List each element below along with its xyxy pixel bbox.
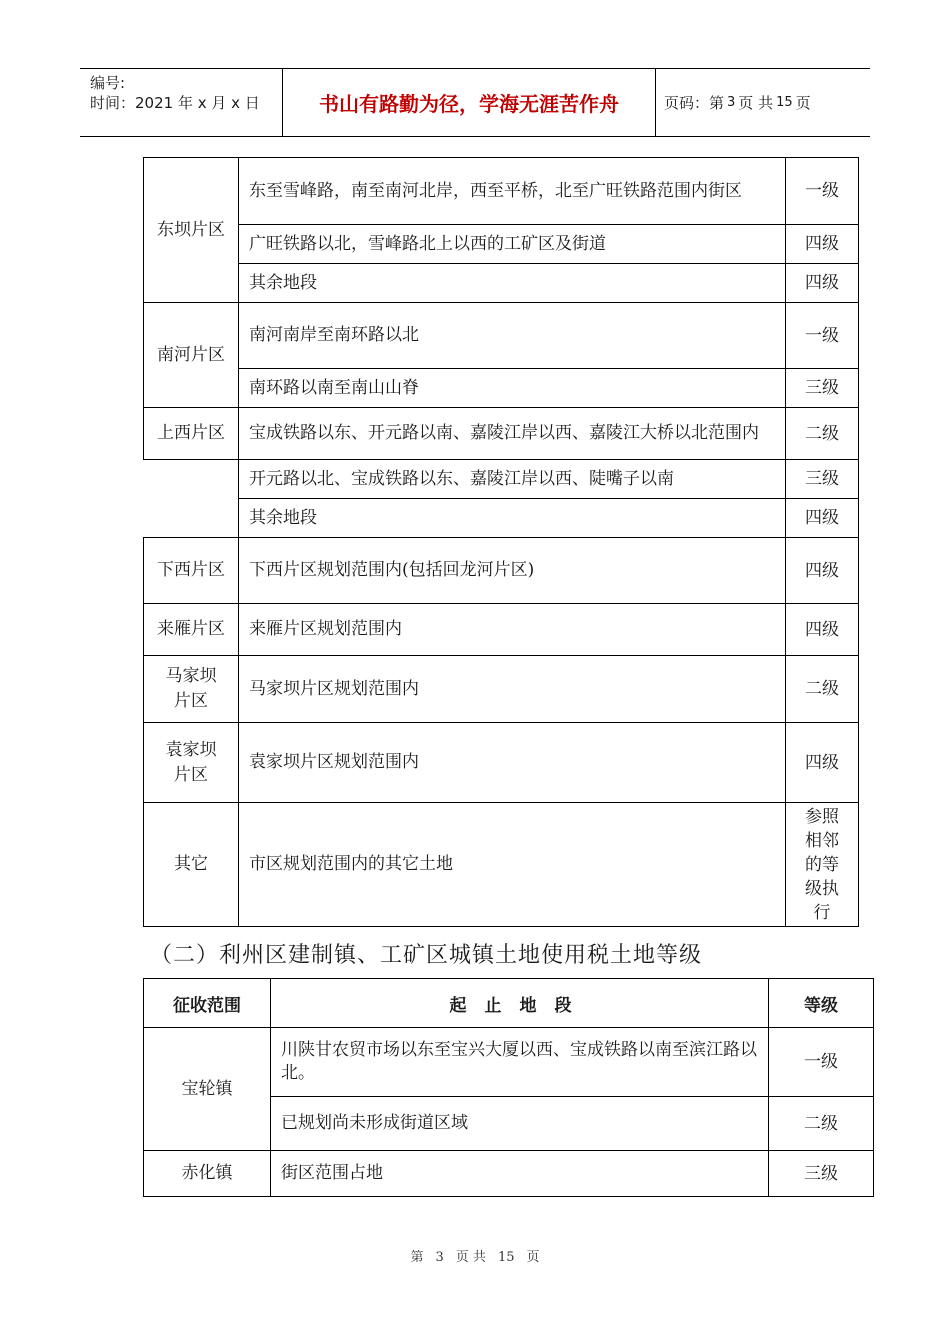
section-title: （二）利州区建制镇、工矿区城镇土地使用税土地等级	[150, 943, 703, 968]
range-cell: 市区规划范围内的其它土地	[239, 803, 786, 927]
area-cell: 东坝片区	[144, 158, 239, 303]
grade-cell: 四级	[786, 723, 859, 803]
header-page-current: 3	[727, 95, 736, 110]
area-cell: 下西片区	[144, 538, 239, 604]
document-number-label: 编号:	[90, 74, 126, 92]
range-cell: 马家坝片区规划范围内	[239, 656, 786, 723]
table-row	[144, 803, 859, 927]
table-row	[144, 538, 859, 604]
header-page-mid: 页 共	[738, 94, 774, 112]
table-row	[144, 303, 859, 369]
area-cell: 来雁片区	[144, 604, 239, 656]
table-row	[144, 225, 859, 264]
header-meta	[90, 73, 280, 113]
table-row	[144, 1151, 874, 1197]
range-cell: 来雁片区规划范围内	[239, 604, 786, 656]
table-row	[144, 723, 859, 803]
footer-mid: 页 共	[455, 1250, 486, 1265]
header-motto: 书山有路勤为径，学海无涯苦作舟	[282, 69, 656, 136]
range-cell: 东至雪峰路，南至南河北岸，西至平桥，北至广旺铁路范围内街区	[239, 158, 786, 225]
range-cell: 南环路以南至南山山脊	[239, 369, 786, 408]
footer-pre: 第	[410, 1250, 424, 1265]
grade-cell: 三级	[769, 1151, 874, 1197]
grade-cell: 四级	[786, 225, 859, 264]
land-grade-table-towns	[143, 978, 874, 1197]
grade-cell: 参照相邻的等级执行	[786, 803, 859, 927]
footer-post: 页	[526, 1250, 540, 1265]
grade-cell: 二级	[786, 408, 859, 460]
header-area: 征收范围	[144, 979, 271, 1028]
grade-cell: 四级	[786, 538, 859, 604]
footer-total: 15	[497, 1250, 515, 1265]
range-cell: 街区范围占地	[271, 1151, 769, 1197]
area-cell: 其它	[144, 803, 239, 927]
header-page-total: 15	[776, 95, 793, 110]
page-header	[80, 68, 870, 137]
range-cell: 已规划尚未形成街道区域	[271, 1097, 769, 1151]
table-row	[144, 499, 859, 538]
table-row	[144, 264, 859, 303]
grade-cell: 四级	[786, 499, 859, 538]
range-cell: 南河南岸至南环路以北	[239, 303, 786, 369]
header-page-post: 页	[795, 94, 811, 112]
grade-cell: 四级	[786, 604, 859, 656]
header-page-indicator	[664, 69, 870, 136]
grade-cell: 三级	[786, 460, 859, 499]
table-header-row	[144, 979, 874, 1028]
range-cell: 川陕甘农贸市场以东至宝兴大厦以西、宝成铁路以南至滨江路以北。	[271, 1028, 769, 1097]
area-cell-empty	[144, 460, 239, 538]
area-cell: 赤化镇	[144, 1151, 271, 1197]
grade-cell: 二级	[769, 1097, 874, 1151]
table-row	[144, 408, 859, 460]
grade-cell: 一级	[769, 1028, 874, 1097]
area-cell: 上西片区	[144, 408, 239, 460]
land-grade-table-city	[143, 157, 859, 927]
range-cell: 广旺铁路以北，雪峰路北上以西的工矿区及街道	[239, 225, 786, 264]
header-range: 起止地段	[271, 979, 769, 1028]
grade-cell: 二级	[786, 656, 859, 723]
range-cell: 其余地段	[239, 499, 786, 538]
page-footer	[0, 1246, 950, 1265]
range-cell: 宝成铁路以东、开元路以南、嘉陵江岸以西、嘉陵江大桥以北范围内	[239, 408, 786, 460]
table-row	[144, 604, 859, 656]
footer-current: 3	[435, 1250, 444, 1265]
document-time-label: 时间：2021 年 x 月 x 日	[90, 94, 260, 112]
table-row	[144, 460, 859, 499]
grade-cell: 三级	[786, 369, 859, 408]
header-page-pre: 页码：第	[664, 94, 725, 112]
table-row	[144, 1028, 874, 1097]
area-cell: 南河片区	[144, 303, 239, 408]
area-cell: 马家坝片区	[144, 656, 239, 723]
range-cell: 其余地段	[239, 264, 786, 303]
grade-cell: 一级	[786, 303, 859, 369]
table-row	[144, 656, 859, 723]
grade-cell: 四级	[786, 264, 859, 303]
header-grade: 等级	[769, 979, 874, 1028]
area-cell: 袁家坝片区	[144, 723, 239, 803]
table-row	[144, 158, 859, 225]
area-cell: 宝轮镇	[144, 1028, 271, 1151]
table-row	[144, 369, 859, 408]
range-cell: 下西片区规划范围内(包括回龙河片区)	[239, 538, 786, 604]
grade-cell: 一级	[786, 158, 859, 225]
range-cell: 开元路以北、宝成铁路以东、嘉陵江岸以西、陡嘴子以南	[239, 460, 786, 499]
range-cell: 袁家坝片区规划范围内	[239, 723, 786, 803]
